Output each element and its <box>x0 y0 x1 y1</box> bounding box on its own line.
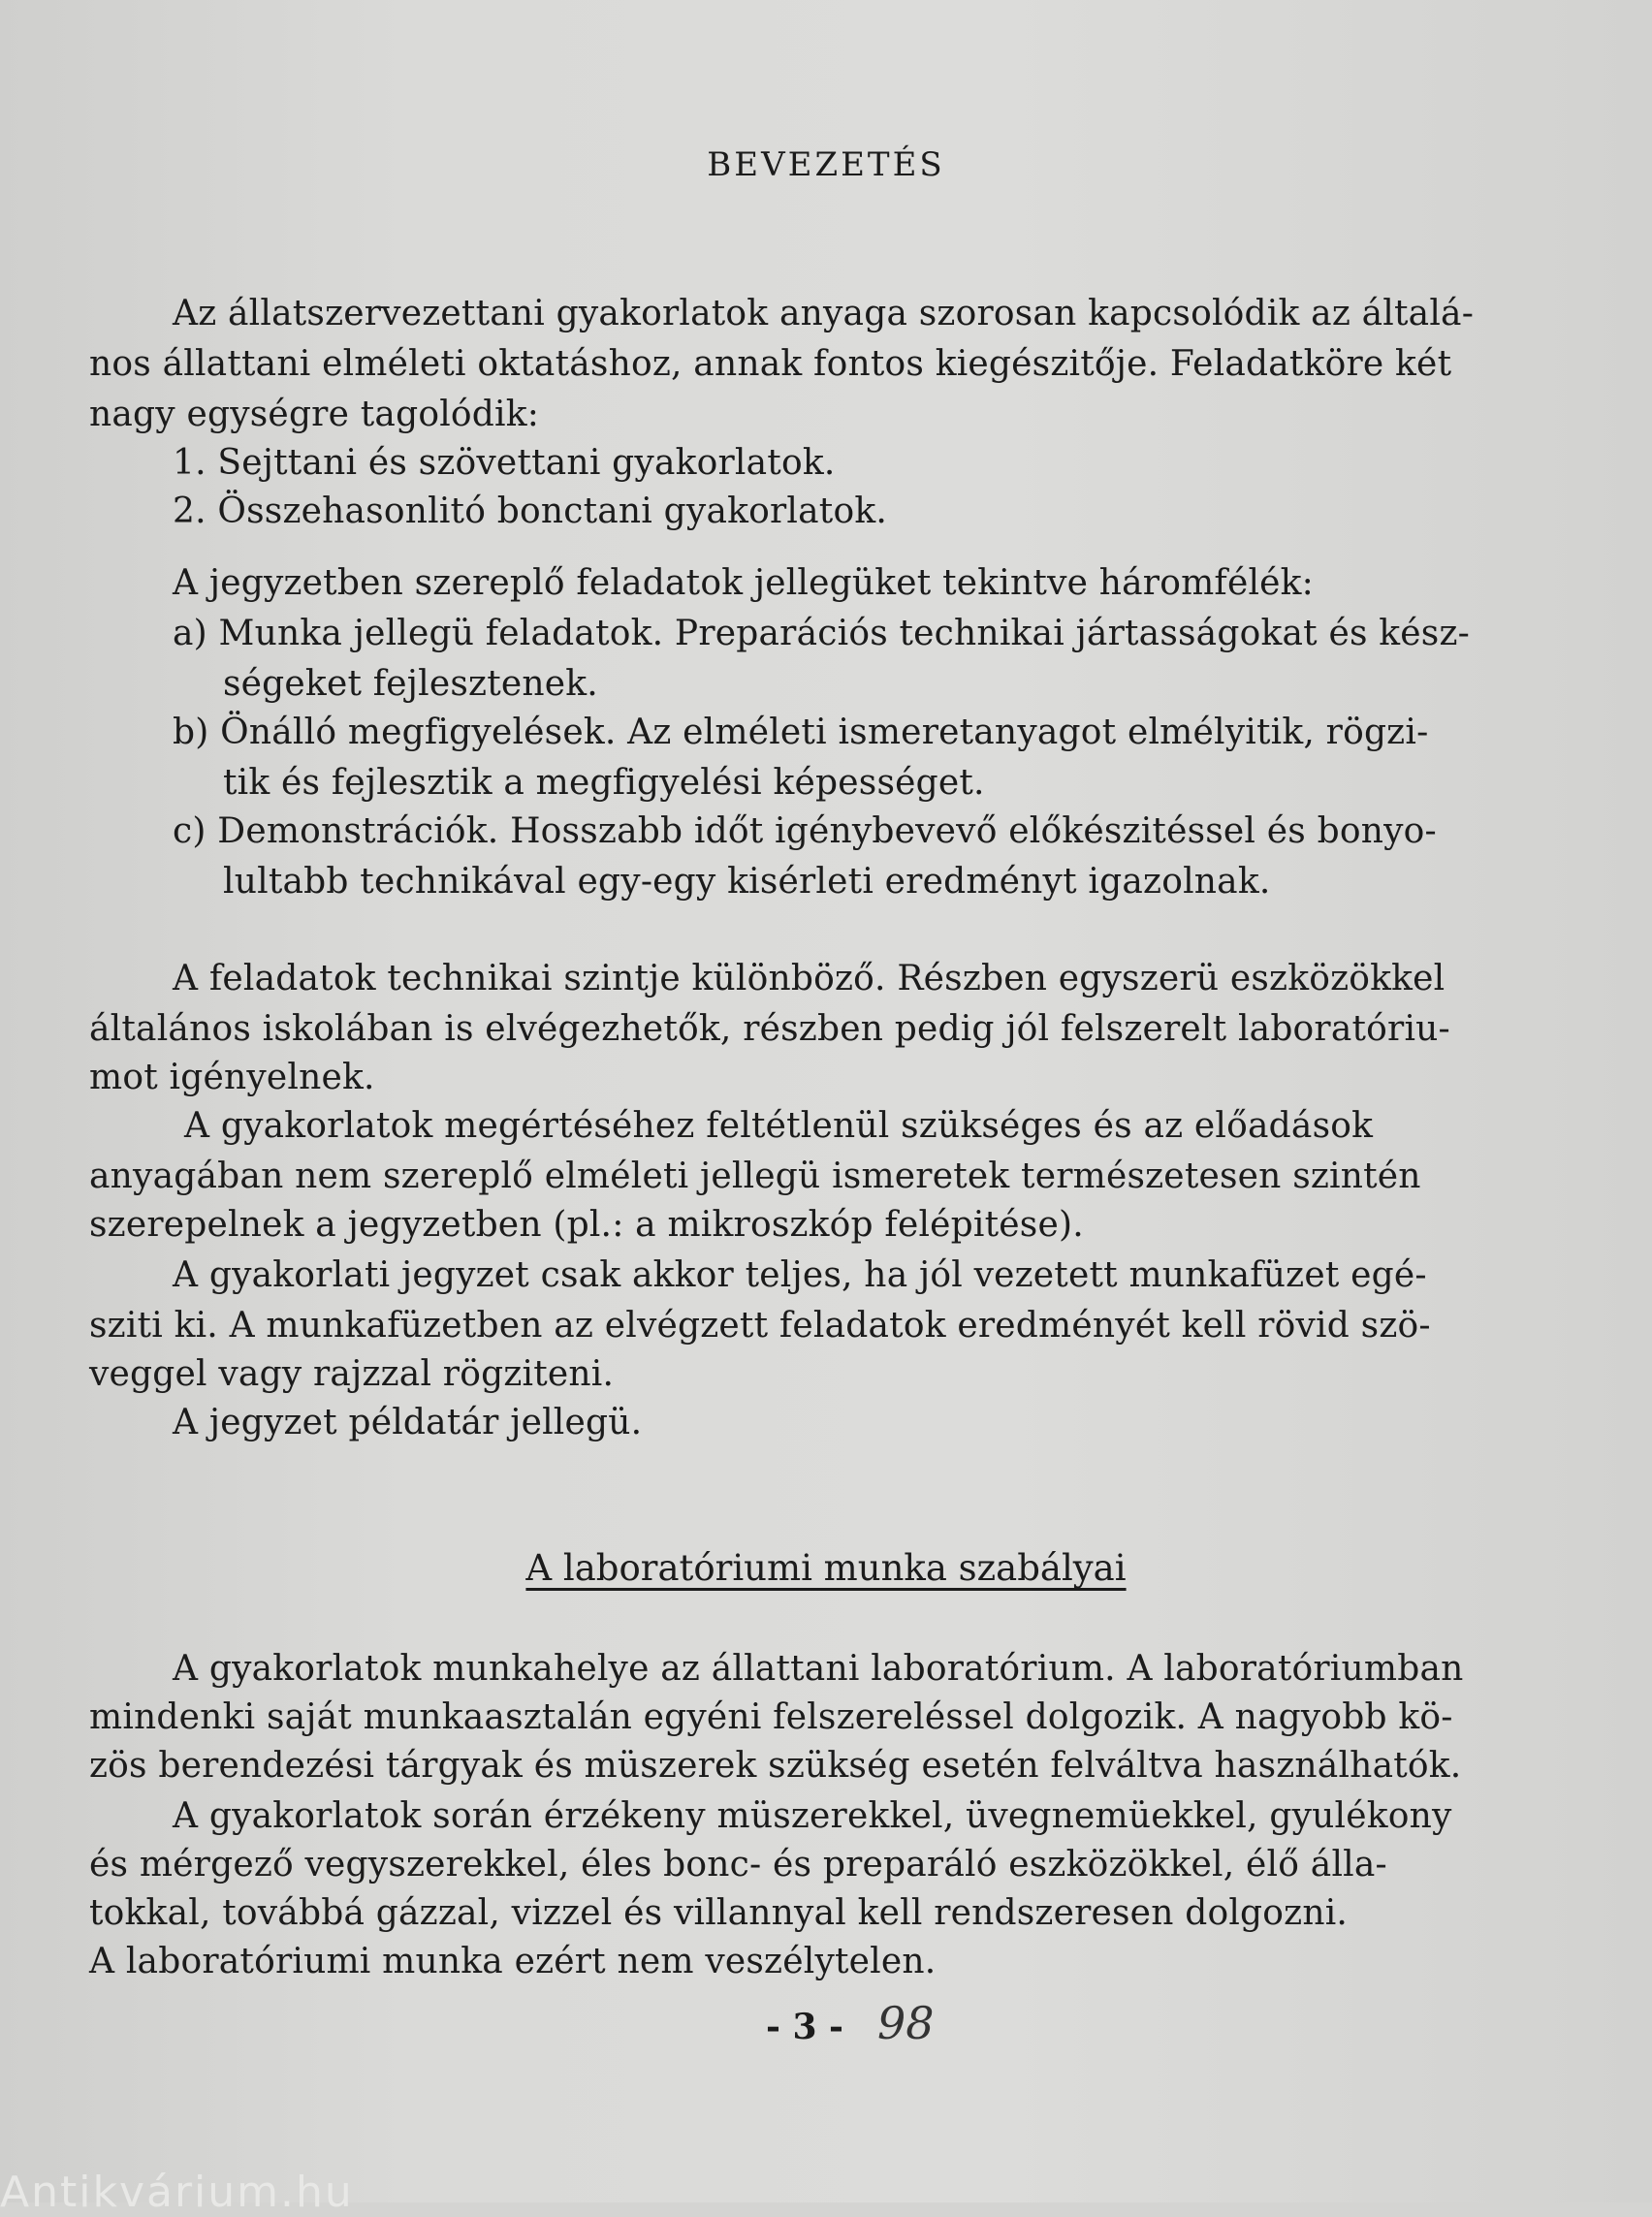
list-item: 2. Összehasonlitó bonctani gyakorlatok. <box>173 491 887 531</box>
list-item: a) Munka jellegü feladatok. Preparációs technikai jártasságokat és kész- <box>173 614 1470 653</box>
text-line: sziti ki. A munkafüzetben az elvégzett feladatok eredményét kell rövid szö- <box>89 1306 1431 1346</box>
text-line: zös berendezési tárgyak és müszerek szükség esetén felváltva használhatók. <box>89 1746 1462 1786</box>
list-item: c) Demonstrációk. Hosszabb időt igénybevevő előkészitéssel és bonyo- <box>173 811 1437 851</box>
text-line: A gyakorlatok megértéséhez feltétlenül szükséges és az előadások <box>184 1106 1374 1146</box>
text-line: A feladatok technikai szintje különböző. Részben egyszerü eszközökkel <box>173 959 1446 998</box>
list-item: 1. Sejttani és szövettani gyakorlatok. <box>173 443 836 483</box>
list-item: b) Önálló megfigyelések. Az elméleti ismeretanyagot elmélyitik, rögzi- <box>173 713 1429 752</box>
text-line: A gyakorlatok munkahelye az állattani laboratórium. A laboratóriumban <box>173 1649 1464 1689</box>
page-number: - 3 - <box>766 2007 843 2047</box>
section-subtitle <box>0 1547 1652 1589</box>
text-line: általános iskolában is elvégezhetők, részben pedig jól felszerelt laboratóriu- <box>89 1009 1450 1049</box>
handwritten-number: 98 <box>877 1997 935 2049</box>
watermark: Antikvárium.hu <box>0 2168 354 2217</box>
text-line: veggel vagy rajzzal rögziteni. <box>89 1354 615 1394</box>
text-line: tik és fejlesztik a megfigyelési képességet. <box>223 763 985 803</box>
text-line: ségeket fejlesztenek. <box>223 664 598 704</box>
section-title: BEVEZETÉS <box>707 145 945 184</box>
text-line: szerepelnek a jegyzetben (pl.: a mikroszkóp felépitése). <box>89 1205 1084 1245</box>
text-line: tokkal, továbbá gázzal, vizzel és villannyal kell rendszeresen dolgozni. <box>89 1893 1349 1933</box>
text-line: A gyakorlati jegyzet csak akkor teljes, ha jól vezetett munkafüzet egé- <box>173 1255 1427 1295</box>
text-line: anyagában nem szereplő elméleti jellegü ismeretek természetesen szintén <box>89 1156 1421 1196</box>
text-line: és mérgező vegyszerekkel, éles bonc- és preparáló eszközökkel, élő álla- <box>89 1845 1387 1884</box>
text-line: A laboratóriumi munka ezért nem veszélytelen. <box>89 1942 937 1981</box>
text-line: A jegyzetben szereplő feladatok jellegüket tekintve háromfélék: <box>173 563 1315 603</box>
text-line: A jegyzet példatár jellegü. <box>173 1403 643 1442</box>
text-line: Az állatszervezettani gyakorlatok anyaga szorosan kapcsolódik az általá- <box>173 294 1475 333</box>
text-line: nos állattani elméleti oktatáshoz, annak fontos kiegészitője. Feladatköre két <box>89 344 1452 384</box>
text-line: mot igényelnek. <box>89 1058 375 1097</box>
text-line: nagy egységre tagolódik: <box>89 395 540 434</box>
text-line: A gyakorlatok során érzékeny müszerekkel, üvegnemüekkel, gyulékony <box>173 1796 1452 1836</box>
text-line: lultabb technikával egy-egy kisérleti eredményt igazolnak. <box>223 862 1271 902</box>
subtitle-text: A laboratóriumi munka szabályai <box>525 1547 1127 1589</box>
text-line: mindenki saját munkaasztalán egyéni felszereléssel dolgozik. A nagyobb kö- <box>89 1697 1453 1737</box>
